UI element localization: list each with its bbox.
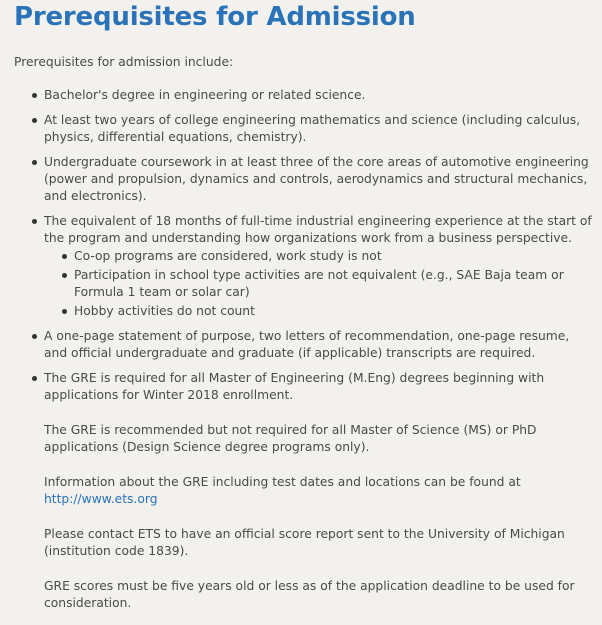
gre-age-text: GRE scores must be five years old or less as of the application deadline to be used for consideration. (44, 579, 575, 610)
list-item-text: Undergraduate coursework in at least three of the core areas of automotive engineering (power and propulsion, dynamics and controls, aerodynamics and structural mechanics, and electronics). (44, 155, 589, 203)
sub-list-item (44, 303, 594, 320)
gre-info-prefix: Information about the GRE including test dates and locations can be found at (44, 475, 521, 489)
sub-list-item-text: Co-op programs are considered, work study is not (74, 249, 382, 263)
list-item-text: The equivalent of 18 months of full-time industrial engineering experience at the start of the program and understanding how organizations work from a business perspective. (44, 214, 592, 245)
gre-contact-text: Please contact ETS to have an official score report sent to the University of Michigan (institution code 1839). (44, 527, 565, 558)
sub-list-item (44, 267, 594, 301)
sub-list-item-text: Participation in school type activities are not equivalent (e.g., SAE Baja team or Formula 1 team or solar car) (74, 268, 564, 299)
list-item-text: At least two years of college engineering mathematics and science (including calculus, physics, differential equations, chemistry). (44, 113, 581, 144)
prerequisites-list (14, 87, 594, 612)
intro-text: Prerequisites for admission include: (14, 55, 234, 69)
list-item (14, 213, 594, 320)
list-item-text: Bachelor's degree in engineering or related science. (44, 88, 366, 102)
list-item (14, 87, 594, 104)
list-item-text: The GRE is required for all Master of Engineering (M.Eng) degrees beginning with applications for Winter 2018 enrollment. (44, 371, 545, 402)
gre-recommended-text: The GRE is recommended but not required for all Master of Science (MS) or PhD applications (Design Science degree programs only). (44, 423, 537, 454)
list-item (14, 370, 594, 612)
list-item (14, 328, 594, 362)
list-item (14, 154, 594, 205)
sub-list-item-text: Hobby activities do not count (74, 304, 255, 318)
list-item (14, 112, 594, 146)
page-title: Prerequisites for Admission (14, 2, 416, 32)
prerequisites-section (14, 0, 594, 620)
sub-list-item (44, 248, 594, 265)
ets-link[interactable]: http://www.ets.org (44, 492, 158, 506)
experience-sublist (44, 248, 594, 320)
list-item-text: A one-page statement of purpose, two letters of recommendation, one-page resume, and official undergraduate and graduate (if applicable) transcripts are required. (44, 329, 570, 360)
gre-info-text (44, 474, 594, 508)
